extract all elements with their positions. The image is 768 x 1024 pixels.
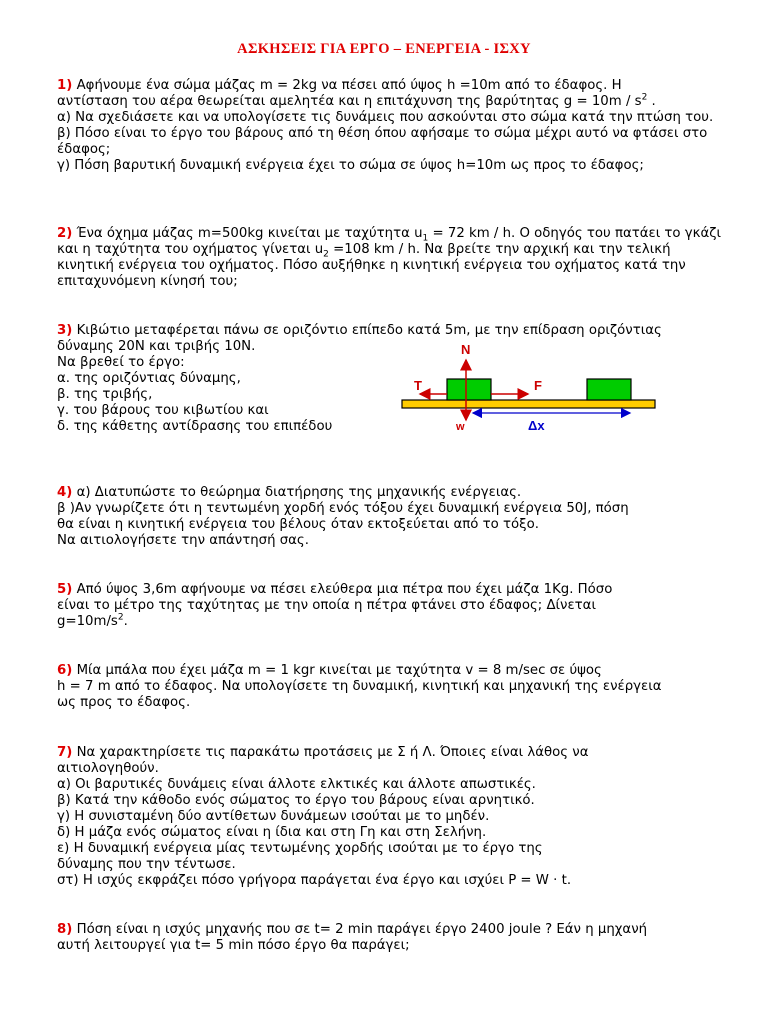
- exercise-number: 2): [57, 226, 73, 241]
- page-title: ΑΣΚΗΣΕΙΣ ΓΙΑ ΕΡΓΟ – ΕΝΕΡΓΕΙΑ - ΙΣΧΥ: [237, 41, 531, 57]
- exercise-text: Να αιτιολογήσετε την απάντησή σας.: [57, 533, 309, 548]
- exercise-number: 4): [57, 485, 73, 500]
- exercise-text: β )Αν γνωρίζετε ότι η τεντωμένη χορδή ενός τόξου έχει δυναμική ενέργεια 50J, πόση: [57, 501, 629, 516]
- exercise-1: [57, 78, 721, 174]
- exercise-text: .: [123, 614, 128, 629]
- statement-b: β) Κατά την κάθοδο ενός σώματος το έργο του βάρους είναι αρνητικό.: [57, 793, 535, 808]
- exercise-text: αυτή λειτουργεί για t= 5 min πόσο έργο θα παράγει;: [57, 938, 410, 953]
- floor-surface: [402, 400, 655, 408]
- exercise-text: αιτιολογηθούν.: [57, 761, 159, 776]
- statement-a: α) Οι βαρυτικές δυνάμεις είναι άλλοτε ελκτικές και άλλοτε απωστικές.: [57, 777, 536, 792]
- exercise-text: Να χαρακτηρίσετε τις παρακάτω προτάσεις με Σ ή Λ. Όποιες είναι λάθος να: [72, 745, 589, 760]
- exercise-2: [57, 226, 721, 290]
- exercise-text: =108 km / h. Να βρείτε την αρχική και την τελική κινητική ενέργεια του οχήματος. Πόσο αυξήθηκε η κινητική ενέργεια του οχήματος κατά την επιταχυνόμενη κίνησή του;: [57, 242, 686, 289]
- label-t: T: [414, 378, 422, 393]
- exercise-text: .: [647, 94, 656, 109]
- exercise-6: [57, 663, 721, 711]
- statement-e-cont: δύναμης που την τέντωσε.: [57, 857, 236, 872]
- exercise-text: αντίσταση του αέρα θεωρείται αμελητέα και η επιτάχυνση της βαρύτητας g = 10m / s: [57, 94, 642, 109]
- statement-d: δ) Η μάζα ενός σώματος είναι η ίδια και στη Γη και στη Σελήνη.: [57, 825, 487, 840]
- exercise-text: α) Διατυπώστε το θεώρημα διατήρησης της μηχανικής ενέργειας.: [72, 485, 522, 500]
- exercise-5: [57, 582, 721, 630]
- statement-c: γ) Η συνισταμένη δύο αντίθετων δυνάμεων ισούται με το μηδέν.: [57, 809, 490, 824]
- exercise-number: 6): [57, 663, 73, 678]
- label-f: F: [534, 378, 542, 393]
- exercise-text: Πόση είναι η ισχύς μηχανής που σε t= 2 min παράγει έργο 2400 joule ? Εάν η μηχανή: [72, 922, 648, 937]
- exercise-text: ως προς το έδαφος.: [57, 695, 191, 710]
- exercise-text: h = 7 m από το έδαφος. Να υπολογίσετε τη δυναμική, κινητική και μηχανική της ενέργεια: [57, 679, 662, 694]
- exercise-number: 3): [57, 323, 73, 338]
- label-w: w: [456, 421, 465, 433]
- question-c: γ) Πόση βαρυτική δυναμική ενέργεια έχει το σώμα σε ύψος h=10m ως προς το έδαφος;: [57, 158, 644, 173]
- exercise-text: Να βρεθεί το έργο:: [57, 355, 185, 370]
- exercise-text: θα είναι η κινητική ενέργεια του βέλους όταν εκτοξεύεται από το τόξο.: [57, 517, 539, 532]
- exercise-text: Αφήνουμε ένα σώμα μάζας m = 2kg να πέσει από ύψος h =10m από το έδαφος. Η: [72, 78, 622, 93]
- subscript: 2: [323, 249, 329, 260]
- label-n: N: [461, 342, 471, 357]
- exercise-number: 7): [57, 745, 73, 760]
- subscript: 1: [422, 233, 429, 244]
- exercise-number: 1): [57, 78, 73, 93]
- question-c: γ. του βάρους του κιβωτίου και: [57, 403, 269, 418]
- question-b: β. της τριβής,: [57, 387, 153, 402]
- box-end: [587, 379, 631, 400]
- exercise-text: Ένα όχημα μάζας m=500kg κινείται με ταχύτητα u: [72, 226, 423, 241]
- label-dx: Δx: [528, 418, 545, 433]
- statement-st: στ) Η ισχύς εκφράζει πόσο γρήγορα παράγεται ένα έργο και ισχύει P = W · t.: [57, 873, 572, 888]
- question-d: δ. της κάθετης αντίδρασης του επιπέδου: [57, 419, 333, 434]
- question-a: α) Να σχεδιάσετε και να υπολογίσετε τις δυνάμεις που ασκούνται στο σώμα κατά την πτώση του.: [57, 110, 714, 125]
- box-start: [447, 379, 491, 400]
- exercise-number: 8): [57, 922, 73, 937]
- superscript: 2: [117, 612, 124, 623]
- question-a: α. της οριζόντιας δύναμης,: [57, 371, 241, 386]
- exercise-8: [57, 922, 721, 954]
- force-diagram: [398, 340, 662, 436]
- exercise-text: Κιβώτιο μεταφέρεται πάνω σε οριζόντιο επίπεδο κατά 5m, με την επίδραση οριζόντιας: [72, 323, 662, 338]
- superscript: 2: [641, 92, 648, 103]
- exercise-4: [57, 485, 721, 549]
- exercise-text: Μία μπάλα που έχει μάζα m = 1 kgr κινείται με ταχύτητα v = 8 m/sec σε ύψος: [72, 663, 602, 678]
- exercise-text: g=10m/s: [57, 614, 118, 629]
- exercise-text: Από ύψος 3,6m αφήνουμε να πέσει ελεύθερα μια πέτρα που έχει μάζα 1Kg. Πόσο: [72, 582, 613, 597]
- exercise-text: είναι το μέτρο της ταχύτητας με την οποία η πέτρα φτάνει στο έδαφος; Δίνεται: [57, 598, 596, 613]
- question-b: β) Πόσο είναι το έργο του βάρους από τη θέση όπου αφήσαμε το σώμα μέχρι αυτό να φτάσει στο έδαφος;: [57, 126, 708, 157]
- exercise-text: = 72 km / h. Ο οδηγός του πατάει το γκάζι και η ταχύτητα του οχήματος γίνεται u: [57, 226, 721, 257]
- statement-e: ε) Η δυναμική ενέργεια μίας τεντωμένης χορδής ισούται με το έργο της: [57, 841, 543, 856]
- exercise-number: 5): [57, 582, 73, 597]
- exercise-7: [57, 745, 721, 889]
- exercise-text: δύναμης 20N και τριβής 10N.: [57, 339, 256, 354]
